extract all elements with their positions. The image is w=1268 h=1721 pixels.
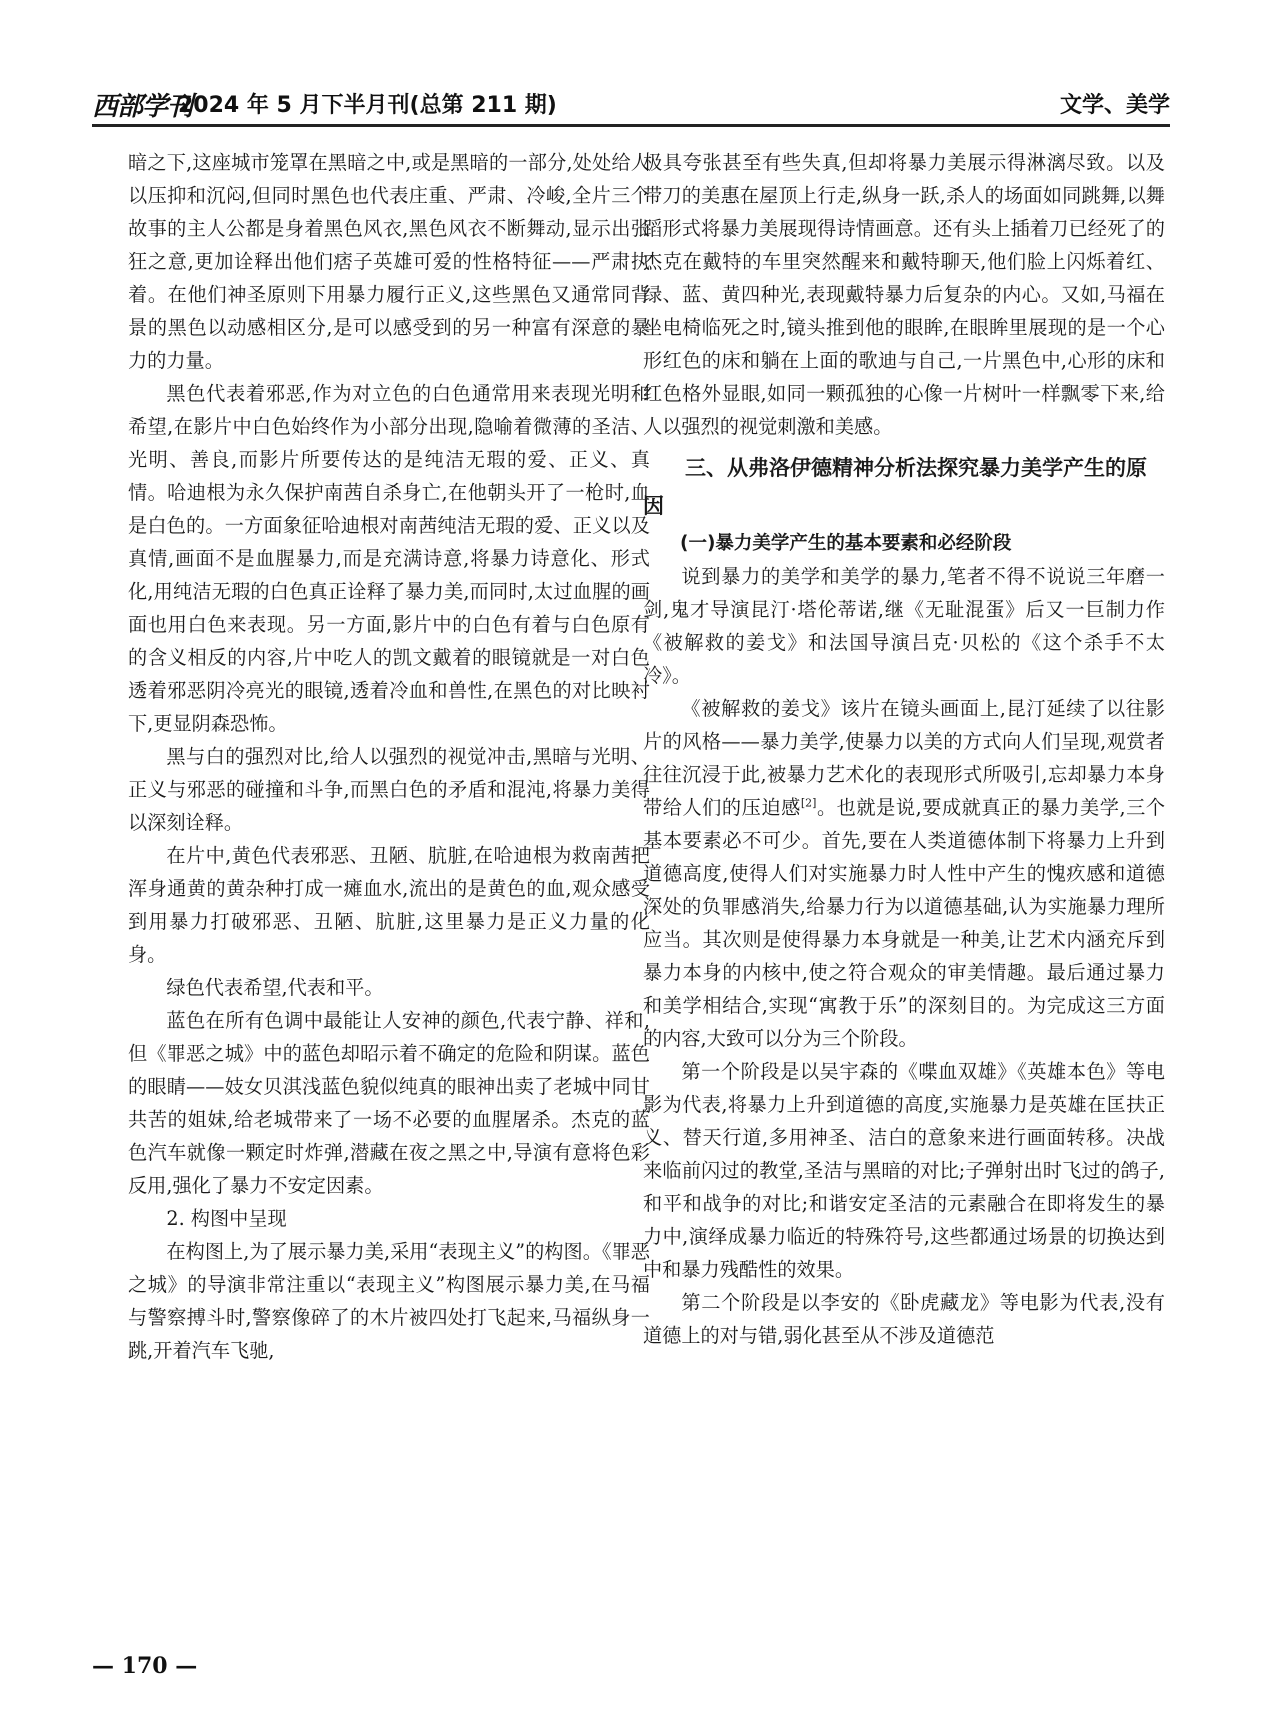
section-heading: 三、从弗洛伊德精神分析法探究暴力美学产生的原因 bbox=[643, 456, 1147, 518]
page-number: — 170 — bbox=[92, 1653, 198, 1679]
paragraph-text: 《被解救的姜戈》该片在镜头画面上,昆汀延续了以往影片的风格——暴力美学,使暴力以美的方式向人们呈现,观赏者往往沉浸于此,被暴力艺术化的表现形式所吸引,忘却暴力本身带给人们的压迫感 bbox=[643, 697, 1165, 819]
paragraph: 第一个阶段是以吴宇森的《喋血双雄》《英雄本色》等电影为代表,将暴力上升到道德的高度,实施暴力是英雄在匡扶正义、替天行道,多用神圣、洁白的意象来进行画面转移。决战来临前闪过的教堂,圣洁与黑暗的对比;子弹射出时飞过的鸽子,和平和战争的对比;和谐安定圣洁的元素融合在即将发生的暴力中,演绎成暴力临近的特殊符号,这些都通过场景的切换达到中和暴力残酷性的效果。 bbox=[643, 1060, 1165, 1281]
page-header bbox=[92, 84, 1170, 127]
paragraph: 蓝色在所有色调中最能让人安神的颜色,代表宁静、祥和,但《罪恶之城》中的蓝色却昭示着不确定的危险和阴谋。蓝色的眼睛——妓女贝淇浅蓝色貌似纯真的眼神出卖了老城中同甘共苦的姐妹,给老城带来了一场不必要的血腥屠杀。杰克的蓝色汽车就像一颗定时炸弹,潜藏在夜之黑之中,导演有意将色彩反用,强化了暴力不安定因素。 bbox=[128, 1009, 650, 1197]
subheading: 2. 构图中呈现 bbox=[166, 1207, 287, 1230]
paragraph: 在片中,黄色代表邪恶、丑陋、肮脏,在哈迪根为救南茜把浑身通黄的黄杂种打成一瘫血水,流出的是黄色的血,观众感受到用暴力打破邪恶、丑陋、肮脏,这里暴力是正义力量的化身。 bbox=[128, 844, 650, 966]
journal-issue: 2024 年 5 月下半月刊(总第 211 期) bbox=[178, 93, 557, 118]
paragraph: 第二个阶段是以李安的《卧虎藏龙》等电影为代表,没有道德上的对与错,弱化甚至从不涉及道德范 bbox=[643, 1291, 1165, 1347]
paragraph bbox=[643, 692, 1165, 1055]
left-column bbox=[128, 146, 650, 1367]
right-column bbox=[643, 146, 1165, 1352]
paragraph: 黑与白的强烈对比,给人以强烈的视觉冲击,黑暗与光明、正义与邪恶的碰撞和斗争,而黑白色的矛盾和混沌,将暴力美得以深刻诠释。 bbox=[128, 745, 650, 834]
paragraph-text: 。也就是说,要成就真正的暴力美学,三个基本要素必不可少。首先,要在人类道德体制下将暴力上升到道德高度,使得人们对实施暴力时人性中产生的愧疚感和道德深处的负罪感消失,给暴力行为以道德基础,认为实施暴力理所应当。其次则是使得暴力本身就是一种美,让艺术内涵充斥到暴力本身的内核中,使之符合观众的审美情趣。最后通过暴力和美学相结合,实现“寓教于乐”的深刻目的。为完成这三方面的内容,大致可以分为三个阶段。 bbox=[643, 796, 1166, 1050]
journal-logo: 西部学刊 bbox=[92, 92, 193, 122]
paragraph: 黑色代表着邪恶,作为对立色的白色通常用来表现光明和希望,在影片中白色始终作为小部分出现,隐喻着微薄的圣洁、光明、善良,而影片所要传达的是纯洁无瑕的爱、正义、真情。哈迪根为永久保护南茜自杀身亡,在他朝头开了一枪时,血是白色的。一方面象征哈迪根对南茜纯洁无瑕的爱、正义以及真情,画面不是血腥暴力,而是充满诗意,将暴力诗意化、形式化,用纯洁无瑕的白色真正诠释了暴力美,而同时,太过血腥的画面也用白色来表现。另一方面,影片中的白色有着与白色原有的含义相反的内容,片中吃人的凯文戴着的眼镜就是一对白色透着邪恶阴冷亮光的眼镜,透着冷血和兽性,在黑色的对比映衬下,更显阴森恐怖。 bbox=[128, 382, 650, 735]
section-tag: 文学、美学 bbox=[1059, 93, 1170, 118]
paragraph: 绿色代表希望,代表和平。 bbox=[166, 976, 384, 999]
paragraph: 极具夸张甚至有些失真,但却将暴力美展示得淋漓尽致。以及带刀的美惠在屋顶上行走,纵身一跃,杀人的场面如同跳舞,以舞蹈形式将暴力美展现得诗情画意。还有头上插着刀已经死了的杰克在戴特的车里突然醒来和戴特聊天,他们脸上闪烁着红、绿、蓝、黄四种光,表现戴特暴力后复杂的内心。又如,马福在坐电椅临死之时,镜头推到他的眼眸,在眼眸里展现的是一个心形红色的床和躺在上面的歌迪与自己,一片黑色中,心形的床和红色格外显眼,如同一颗孤独的心像一片树叶一样飘零下来,给人以强烈的视觉刺激和美感。 bbox=[643, 151, 1165, 438]
paragraph: 暗之下,这座城市笼罩在黑暗之中,或是黑暗的一部分,处处给人以压抑和沉闷,但同时黑色也代表庄重、严肃、冷峻,全片三个故事的主人公都是身着黑色风衣,黑色风衣不断舞动,显示出张狂之意,更加诠释出他们痞子英雄可爱的性格特征——严肃执着。在他们神圣原则下用暴力履行正义,这些黑色又通常同背景的黑色以动感相区分,是可以感受到的另一种富有深意的暴力的力量。 bbox=[128, 151, 650, 372]
paragraph: 说到暴力的美学和美学的暴力,笔者不得不说说三年磨一剑,鬼才导演昆汀·塔伦蒂诺,继《无耻混蛋》后又一巨制力作《被解救的姜戈》和法国导演吕克·贝松的《这个杀手不太冷》。 bbox=[643, 565, 1165, 687]
paragraph: 在构图上,为了展示暴力美,采用“表现主义”的构图。《罪恶之城》的导演非常注重以“表现主义”构图展示暴力美,在马福与警察搏斗时,警察像碎了的木片被四处打飞起来,马福纵身一跳,开着汽车飞驰, bbox=[128, 1240, 650, 1362]
citation: [2] bbox=[800, 796, 817, 810]
subsection-heading: (一)暴力美学产生的基本要素和必经阶段 bbox=[680, 533, 1012, 554]
